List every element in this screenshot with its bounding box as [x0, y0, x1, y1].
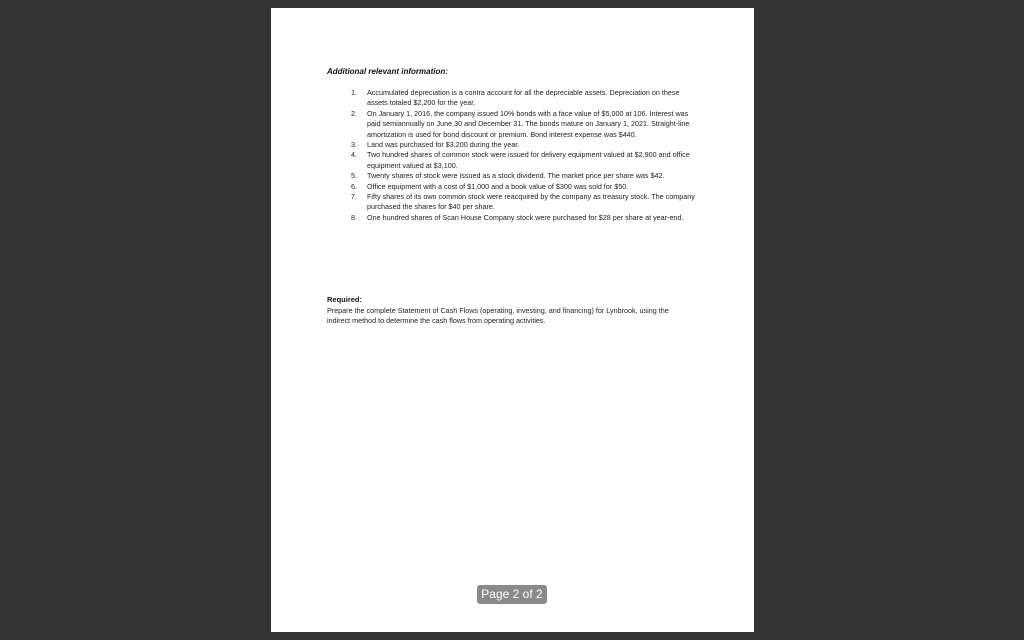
required-section: [327, 295, 692, 327]
required-instructions: Prepare the complete Statement of Cash Flows (operating, investing, and financing) for Lynbrook, using the indirect method to determine the cash flows from operating activities.: [327, 305, 669, 326]
list-item: [351, 192, 696, 213]
list-item-number: 2.: [351, 108, 357, 118]
list-item-text: Twenty shares of stock were issued as a stock dividend. The market price per share was $42.: [367, 171, 665, 181]
list-item: [351, 213, 696, 223]
list-item-text: On January 1, 2016, the company issued 10% bonds with a face value of $5,000 at 106. Interest was paid semiannually on June 30 and December 31. The bonds mature on January 1, 2021. Straight-line amortization is used for bond discount or premium. Bond interest expense was $440.: [367, 108, 690, 139]
list-item-number: 1.: [351, 88, 357, 97]
list-item-number: 4.: [351, 150, 357, 160]
list-item: [351, 140, 696, 150]
list-item-text: One hundred shares of Scan House Company stock were purchased for $28 per share at year-end.: [367, 212, 684, 222]
required-heading: Required:: [327, 295, 363, 304]
page-indicator: Page 2 of 2: [477, 585, 547, 604]
list-item: [351, 88, 696, 109]
list-item-number: 3.: [351, 140, 357, 150]
list-item: [351, 109, 696, 140]
list-item-number: 8.: [351, 212, 357, 222]
list-item-number: 6.: [351, 181, 357, 191]
list-item-number: 5.: [351, 171, 357, 181]
information-list: [351, 88, 696, 223]
list-item-text: Accumulated depreciation is a contra account for all the depreciable assets. Depreciation on these assets totaled $2,200 for the year.: [367, 88, 680, 108]
list-item: [351, 182, 696, 192]
list-item: [351, 171, 696, 181]
list-item-number: 7.: [351, 192, 357, 202]
list-item-text: Two hundred shares of common stock were issued for delivery equipment valued at $2,900 and office equipment valued at $3,100.: [367, 150, 690, 170]
list-item: [351, 150, 696, 171]
list-item-text: Office equipment with a cost of $1,000 and a book value of $300 was sold for $50.: [367, 181, 629, 191]
list-item-text: Land was purchased for $3,200 during the year.: [367, 140, 520, 150]
list-item-text: Fifty shares of its own common stock were reacquired by the company as treasury stock. The company purchased the shares for $40 per share.: [367, 192, 695, 212]
section-heading: Additional relevant information:: [327, 67, 448, 76]
document-page: [271, 8, 754, 632]
